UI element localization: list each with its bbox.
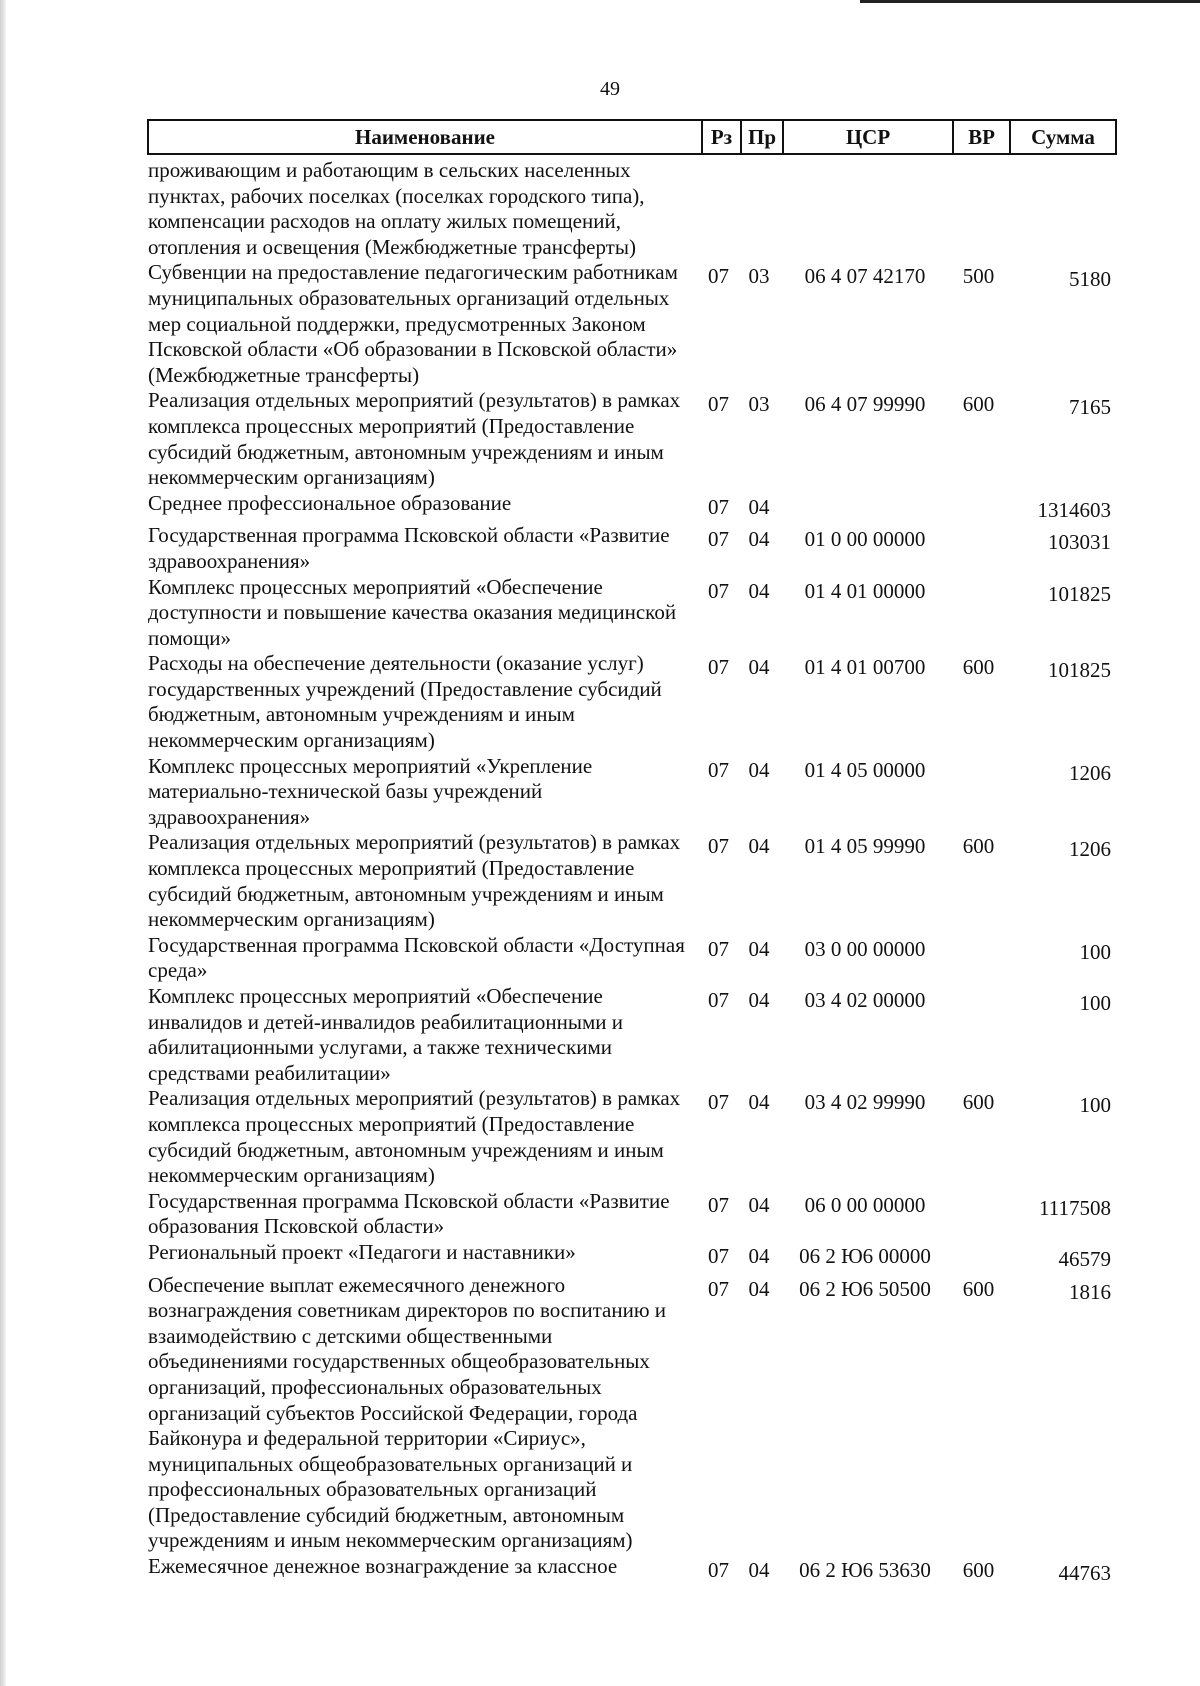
cell-rz: 07 <box>708 655 729 680</box>
cell-name: Ежемесячное денежное вознаграждение за классное <box>148 1554 618 1579</box>
table-row <box>147 754 1117 831</box>
cell-csr: 01 4 05 99990 <box>804 834 926 859</box>
header-sum: Сумма <box>1009 121 1115 153</box>
cell-rz: 07 <box>708 936 729 961</box>
table-row <box>147 388 1117 490</box>
cell-name: Реализация отдельных мероприятий (результатов) в рамках комплекса процессных мероприятий (Предоставление субсидий бюджетным, автономным учреждениям и иным некоммерческим организациям) <box>148 388 681 490</box>
cell-pr: 04 <box>748 655 770 680</box>
cell-pr <box>738 155 780 260</box>
table-row <box>147 523 1117 574</box>
cell-name: Комплекс процессных мероприятий «Обеспечение доступности и повышение качества оказания медицинской помощи» <box>148 574 677 650</box>
page-number: 49 <box>600 78 620 100</box>
table-row <box>147 1189 1117 1240</box>
cell-vr <box>950 491 1007 524</box>
cell-vr: 600 <box>962 1090 995 1115</box>
cell-sum: 1816 <box>1069 1279 1111 1304</box>
cell-rz: 07 <box>708 578 729 603</box>
table-row <box>147 830 1117 932</box>
cell-sum: 46579 <box>1058 1246 1111 1271</box>
table-row <box>147 933 1117 984</box>
cell-rz: 07 <box>708 527 729 552</box>
cell-sum: 100 <box>1079 1093 1111 1118</box>
cell-vr: 600 <box>962 392 995 417</box>
cell-rz: 07 <box>708 1558 729 1583</box>
cell-name: Государственная программа Псковской области «Доступная среда» <box>148 932 685 983</box>
header-pr: Пр <box>740 121 782 153</box>
cell-pr: 03 <box>748 264 770 289</box>
table-row <box>147 1554 1117 1587</box>
table-row <box>147 1086 1117 1188</box>
cell-vr <box>950 523 1007 574</box>
cell-vr <box>950 754 1007 831</box>
cell-vr <box>950 1189 1007 1240</box>
table-row <box>147 491 1117 524</box>
cell-pr: 04 <box>748 1276 770 1301</box>
cell-csr: 03 4 02 99990 <box>804 1090 926 1115</box>
cell-csr: 06 2 Ю6 50500 <box>799 1276 931 1301</box>
cell-csr <box>780 155 950 260</box>
cell-rz: 07 <box>708 1276 729 1301</box>
cell-rz: 07 <box>708 264 729 289</box>
cell-pr: 04 <box>748 1558 770 1583</box>
scan-edge-left <box>0 0 6 1686</box>
cell-rz: 07 <box>708 757 729 782</box>
cell-vr <box>950 984 1007 1086</box>
cell-name: Государственная программа Псковской области «Развитие здравоохранения» <box>148 523 670 573</box>
table-row <box>147 1273 1117 1555</box>
cell-rz: 07 <box>708 834 729 859</box>
cell-rz: 07 <box>708 1090 729 1115</box>
cell-name: Комплекс процессных мероприятий «Укрепление материально-технической базы учреждений здравоохранения» <box>148 753 593 829</box>
cell-sum: 1206 <box>1069 760 1111 785</box>
cell-sum: 100 <box>1079 991 1111 1015</box>
table-row <box>147 575 1117 652</box>
cell-vr <box>950 933 1007 984</box>
table-header <box>147 119 1117 155</box>
cell-sum: 5180 <box>1069 267 1111 292</box>
table-row <box>147 155 1117 260</box>
cell-pr: 04 <box>748 527 770 552</box>
cell-pr: 04 <box>748 494 770 519</box>
header-rz: Рз <box>701 121 740 153</box>
cell-csr: 06 4 07 99990 <box>804 392 926 417</box>
cell-sum: 103031 <box>1048 530 1111 555</box>
cell-rz: 07 <box>708 1192 729 1217</box>
cell-name: Субвенции на предоставление педагогическим работникам муниципальных образовательных организаций отдельных мер социальной поддержки, предусмотренных Законом Псковской области «Об образовании в Псковской области» (Межбюджетные трансферты) <box>148 260 678 387</box>
cell-csr: 03 4 02 00000 <box>804 988 926 1012</box>
header-name: Наименование <box>355 124 495 149</box>
table-row <box>147 651 1117 753</box>
cell-pr: 04 <box>748 757 770 782</box>
cell-sum: 1206 <box>1069 837 1111 862</box>
header-csr: ЦСР <box>782 121 952 153</box>
cell-csr: 06 2 Ю6 53630 <box>799 1558 931 1583</box>
cell-pr: 04 <box>748 834 770 859</box>
table-row <box>147 260 1117 388</box>
cell-rz: 07 <box>708 1243 729 1268</box>
cell-vr <box>950 575 1007 652</box>
cell-rz: 07 <box>708 392 729 417</box>
header-vr: ВР <box>952 121 1009 153</box>
cell-pr: 04 <box>748 578 770 603</box>
cell-sum: 44763 <box>1058 1561 1111 1586</box>
cell-csr: 06 4 07 42170 <box>804 264 926 289</box>
cell-name: Реализация отдельных мероприятий (результатов) в рамках комплекса процессных мероприятий (Предоставление субсидий бюджетным, автономным учреждениям и иным некоммерческим организациям) <box>148 830 681 932</box>
table-row <box>147 1240 1117 1273</box>
cell-vr: 500 <box>962 264 995 289</box>
cell-pr: 04 <box>748 988 770 1012</box>
cell-csr: 01 0 00 00000 <box>804 527 926 552</box>
table-row <box>147 984 1117 1086</box>
cell-csr: 06 2 Ю6 00000 <box>799 1243 931 1268</box>
cell-rz <box>699 155 738 260</box>
cell-vr <box>950 155 1007 260</box>
cell-vr: 600 <box>962 1558 995 1583</box>
scan-edge-top <box>860 0 1200 3</box>
cell-name: проживающим и работающим в сельских населенных пунктах, рабочих поселках (поселках городского типа), компенсации расходов на оплату жилых помещений, отопления и освещения (Межбюджетные трансферты) <box>148 158 645 259</box>
cell-name: Расходы на обеспечение деятельности (оказание услуг) государственных учреждений (Предоставление субсидий бюджетным, автономным учреждениям и иным некоммерческим организациям) <box>148 651 662 753</box>
cell-sum: 1314603 <box>1037 497 1111 522</box>
cell-rz: 07 <box>708 988 729 1012</box>
budget-table <box>147 119 1117 1587</box>
cell-vr: 600 <box>962 1276 995 1301</box>
cell-pr: 04 <box>748 936 770 961</box>
cell-sum <box>1007 155 1113 260</box>
cell-pr: 04 <box>748 1090 770 1115</box>
cell-vr: 600 <box>962 834 995 859</box>
cell-name: Реализация отдельных мероприятий (результатов) в рамках комплекса процессных мероприятий (Предоставление субсидий бюджетным, автономным учреждениям и иным некоммерческим организациям) <box>148 1086 681 1188</box>
cell-pr: 03 <box>748 392 770 417</box>
cell-sum: 7165 <box>1069 395 1111 420</box>
cell-vr <box>950 1240 1007 1273</box>
cell-sum: 101825 <box>1048 581 1111 606</box>
cell-pr: 04 <box>748 1192 770 1217</box>
cell-name: Региональный проект «Педагоги и наставники» <box>148 1239 576 1264</box>
cell-csr: 01 4 01 00000 <box>804 578 926 603</box>
cell-vr: 600 <box>962 655 995 680</box>
cell-name: Среднее профессиональное образование <box>148 490 512 515</box>
cell-name: Обеспечение выплат ежемесячного денежного вознаграждения советникам директоров по воспитанию и взаимодействию с детскими общественными объединениями государственных общеобразовательных организаций, профессиональных образовательных организаций субъектов Российской Федерации, города Байконура и федеральной территории «Сириус», муниципальных общеобразовательных организаций и профессиональных образовательных организаций (Предоставление субсидий бюджетным, автономным учреждениям и иным некоммерческим организациям) <box>148 1272 667 1553</box>
cell-csr: 01 4 01 00700 <box>804 655 926 680</box>
cell-sum: 101825 <box>1048 658 1111 683</box>
cell-name: Государственная программа Псковской области «Развитие образования Псковской области» <box>148 1188 670 1239</box>
cell-sum: 100 <box>1079 939 1111 964</box>
cell-pr: 04 <box>748 1243 770 1268</box>
cell-csr: 03 0 00 00000 <box>804 936 926 961</box>
cell-csr: 06 0 00 00000 <box>804 1192 926 1217</box>
cell-csr: 01 4 05 00000 <box>804 757 926 782</box>
cell-rz: 07 <box>708 494 729 519</box>
cell-sum: 1117508 <box>1039 1195 1111 1220</box>
cell-name: Комплекс процессных мероприятий «Обеспечение инвалидов и детей-инвалидов реабилитационными и абилитационными услугами, а также техническими средствами реабилитации» <box>148 984 623 1085</box>
cell-csr <box>780 491 950 524</box>
